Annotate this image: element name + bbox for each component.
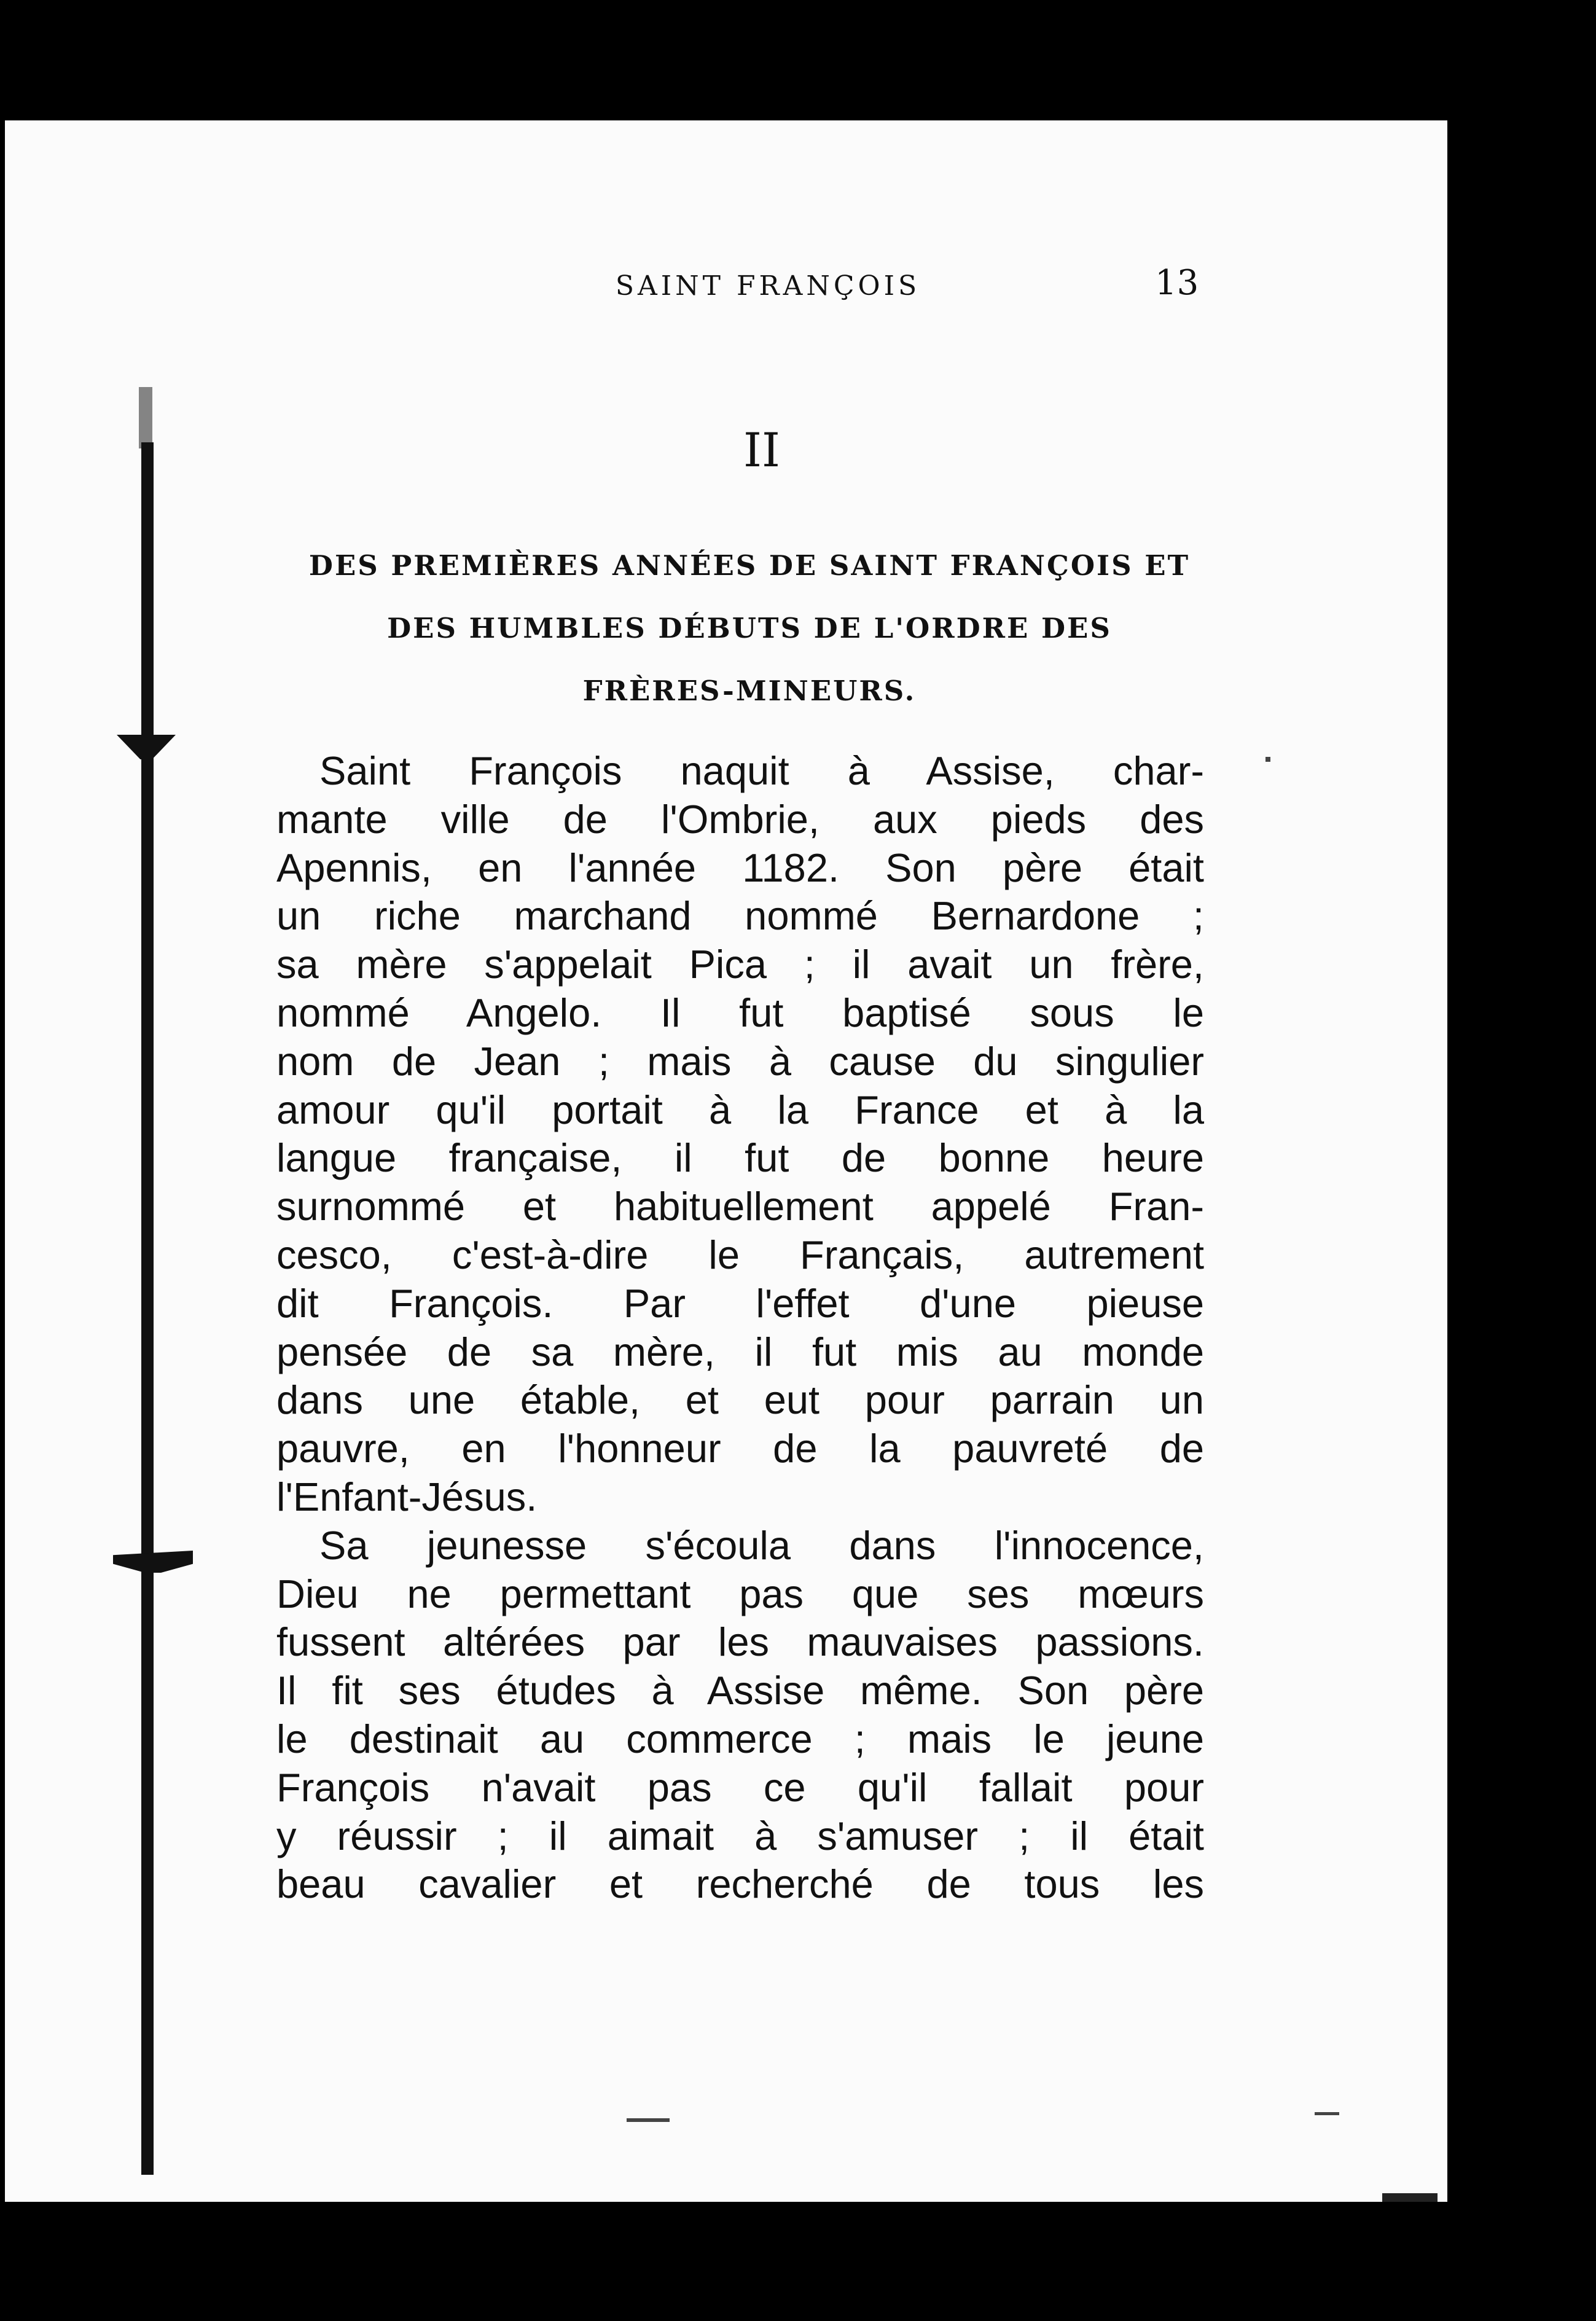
chapter-title-line: DES HUMBLES DÉBUTS DE L'ORDRE DES: [387, 612, 1112, 644]
text-line: mante ville de l'Ombrie, aux pieds des: [276, 796, 1204, 842]
text-line: l'Enfant-Jésus.: [276, 1474, 538, 1519]
text-line: le destinait au commerce ; mais le jeune: [276, 1716, 1204, 1761]
text-line: nom de Jean ; mais à cause du singulier: [276, 1038, 1204, 1084]
text-line: pauvre, en l'honneur de la pauvreté de: [276, 1426, 1204, 1471]
scan-speck: [1315, 2112, 1339, 2115]
binding-shadow: [139, 387, 152, 448]
text-line: Apennis, en l'année 1182. Son père était: [276, 845, 1204, 890]
text-line: cesco, c'est-à-dire le Français, autrement: [276, 1232, 1204, 1277]
scan-speck: [1382, 2193, 1438, 2202]
text-line: dit François. Par l'effet d'une pieuse: [276, 1280, 1204, 1326]
text-line: Saint François naquit à Assise, char-: [319, 748, 1204, 793]
text-line: beau cavalier et recherché de tous les: [276, 1861, 1204, 1907]
running-head: SAINT FRANÇOIS: [615, 270, 921, 302]
text-line: Sa jeunesse s'écoula dans l'innocence,: [319, 1522, 1204, 1568]
text-line: Il fit ses études à Assise même. Son père: [276, 1668, 1204, 1713]
text-line: langue française, il fut de bonne heure: [276, 1135, 1204, 1181]
scan-speck: [1265, 757, 1270, 762]
text-line: fussent altérées par les mauvaises passions.: [276, 1619, 1204, 1665]
body-text: [276, 747, 1204, 1909]
text-line: un riche marchand nommé Bernardone ;: [276, 893, 1204, 939]
scan-speck: [627, 2118, 670, 2122]
text-line: dans une étable, et eut pour parrain un: [276, 1377, 1204, 1423]
text-line: nommé Angelo. Il fut baptisé sous le: [276, 990, 1204, 1035]
chapter-title-line: DES PREMIÈRES ANNÉES DE SAINT FRANÇOIS ET: [308, 549, 1191, 582]
page-number: 13: [1155, 263, 1199, 303]
chapter-number: II: [743, 423, 781, 477]
text-line: Dieu ne permettant pas que ses mœurs: [276, 1571, 1204, 1616]
text-line: y réussir ; il aimait à s'amuser ; il était: [276, 1813, 1204, 1858]
binding-spine: [141, 442, 154, 2175]
text-line: François n'avait pas ce qu'il fallait pour: [276, 1764, 1204, 1810]
chapter-title: [270, 534, 1229, 722]
chapter-title-line: FRÈRES-MINEURS.: [582, 675, 917, 707]
text-line: amour qu'il portait à la France et à la: [276, 1087, 1204, 1132]
text-line: pensée de sa mère, il fut mis au monde: [276, 1329, 1204, 1374]
text-line: surnommé et habituellement appelé Fran-: [276, 1184, 1204, 1229]
text-line: sa mère s'appelait Pica ; il avait un frère,: [276, 942, 1204, 987]
